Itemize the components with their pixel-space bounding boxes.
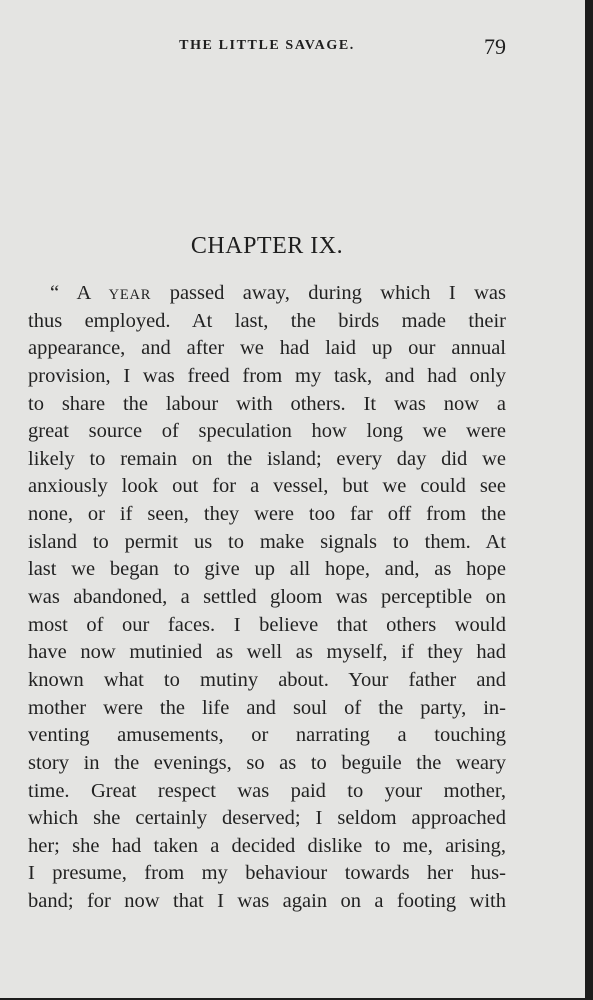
text-line-12: was abandoned, a settled gloom was perceptible on xyxy=(28,586,506,609)
text-line-19: time. Great respect was paid to your mother, xyxy=(28,779,506,802)
text-line-21: her; she had taken a decided dislike to me, arising, xyxy=(28,834,506,857)
text-line-4: provision, I was freed from my task, and had only xyxy=(28,364,506,387)
lead-word: A xyxy=(76,282,91,304)
chapter-heading: CHAPTER IX. xyxy=(190,233,344,259)
text-line-15: known what to mutiny about. Your father and xyxy=(28,668,506,691)
text-line-7: likely to remain on the island; every day did we xyxy=(28,447,506,470)
text-line-5: to share the labour with others. It was now a xyxy=(28,392,506,415)
small-caps-word: YEAR xyxy=(108,287,152,303)
text-line-9: none, or if seen, they were too far off from the xyxy=(28,503,506,526)
text-line-23: band; for now that I was again on a footing with xyxy=(28,890,506,913)
page-number: 79 xyxy=(484,34,506,59)
text-line-8: anxiously look out for a vessel, but we could see xyxy=(28,475,506,498)
text-line-6: great source of speculation how long we were xyxy=(28,420,506,443)
text-line-16: mother were the life and soul of the party, in- xyxy=(28,696,506,719)
open-quote: “ xyxy=(50,282,60,304)
text-line-11: last we began to give up all hope, and, as hope xyxy=(28,558,506,581)
first-line-rest: passed away, during which I was xyxy=(169,282,506,304)
text-line-14: have now mutinied as well as myself, if they had xyxy=(28,641,506,664)
running-title: THE LITTLE SAVAGE. xyxy=(179,38,355,53)
text-line-22: I presume, from my behaviour towards her hus- xyxy=(28,862,506,885)
text-line-3: appearance, and after we had laid up our annual xyxy=(28,337,506,360)
text-line-2: thus employed. At last, the birds made their xyxy=(28,309,506,332)
text-line-18: story in the evenings, so as to beguile the weary xyxy=(28,751,506,774)
text-line-17: venting amusements, or narrating a touching xyxy=(28,724,506,747)
text-line-20: which she certainly deserved; I seldom approached xyxy=(28,807,506,830)
text-line-10: island to permit us to make signals to them. At xyxy=(28,530,506,553)
body-text xyxy=(28,280,506,916)
text-line-13: most of our faces. I believe that others would xyxy=(28,613,506,636)
text-line-1 xyxy=(28,280,506,308)
page-header xyxy=(28,34,506,60)
